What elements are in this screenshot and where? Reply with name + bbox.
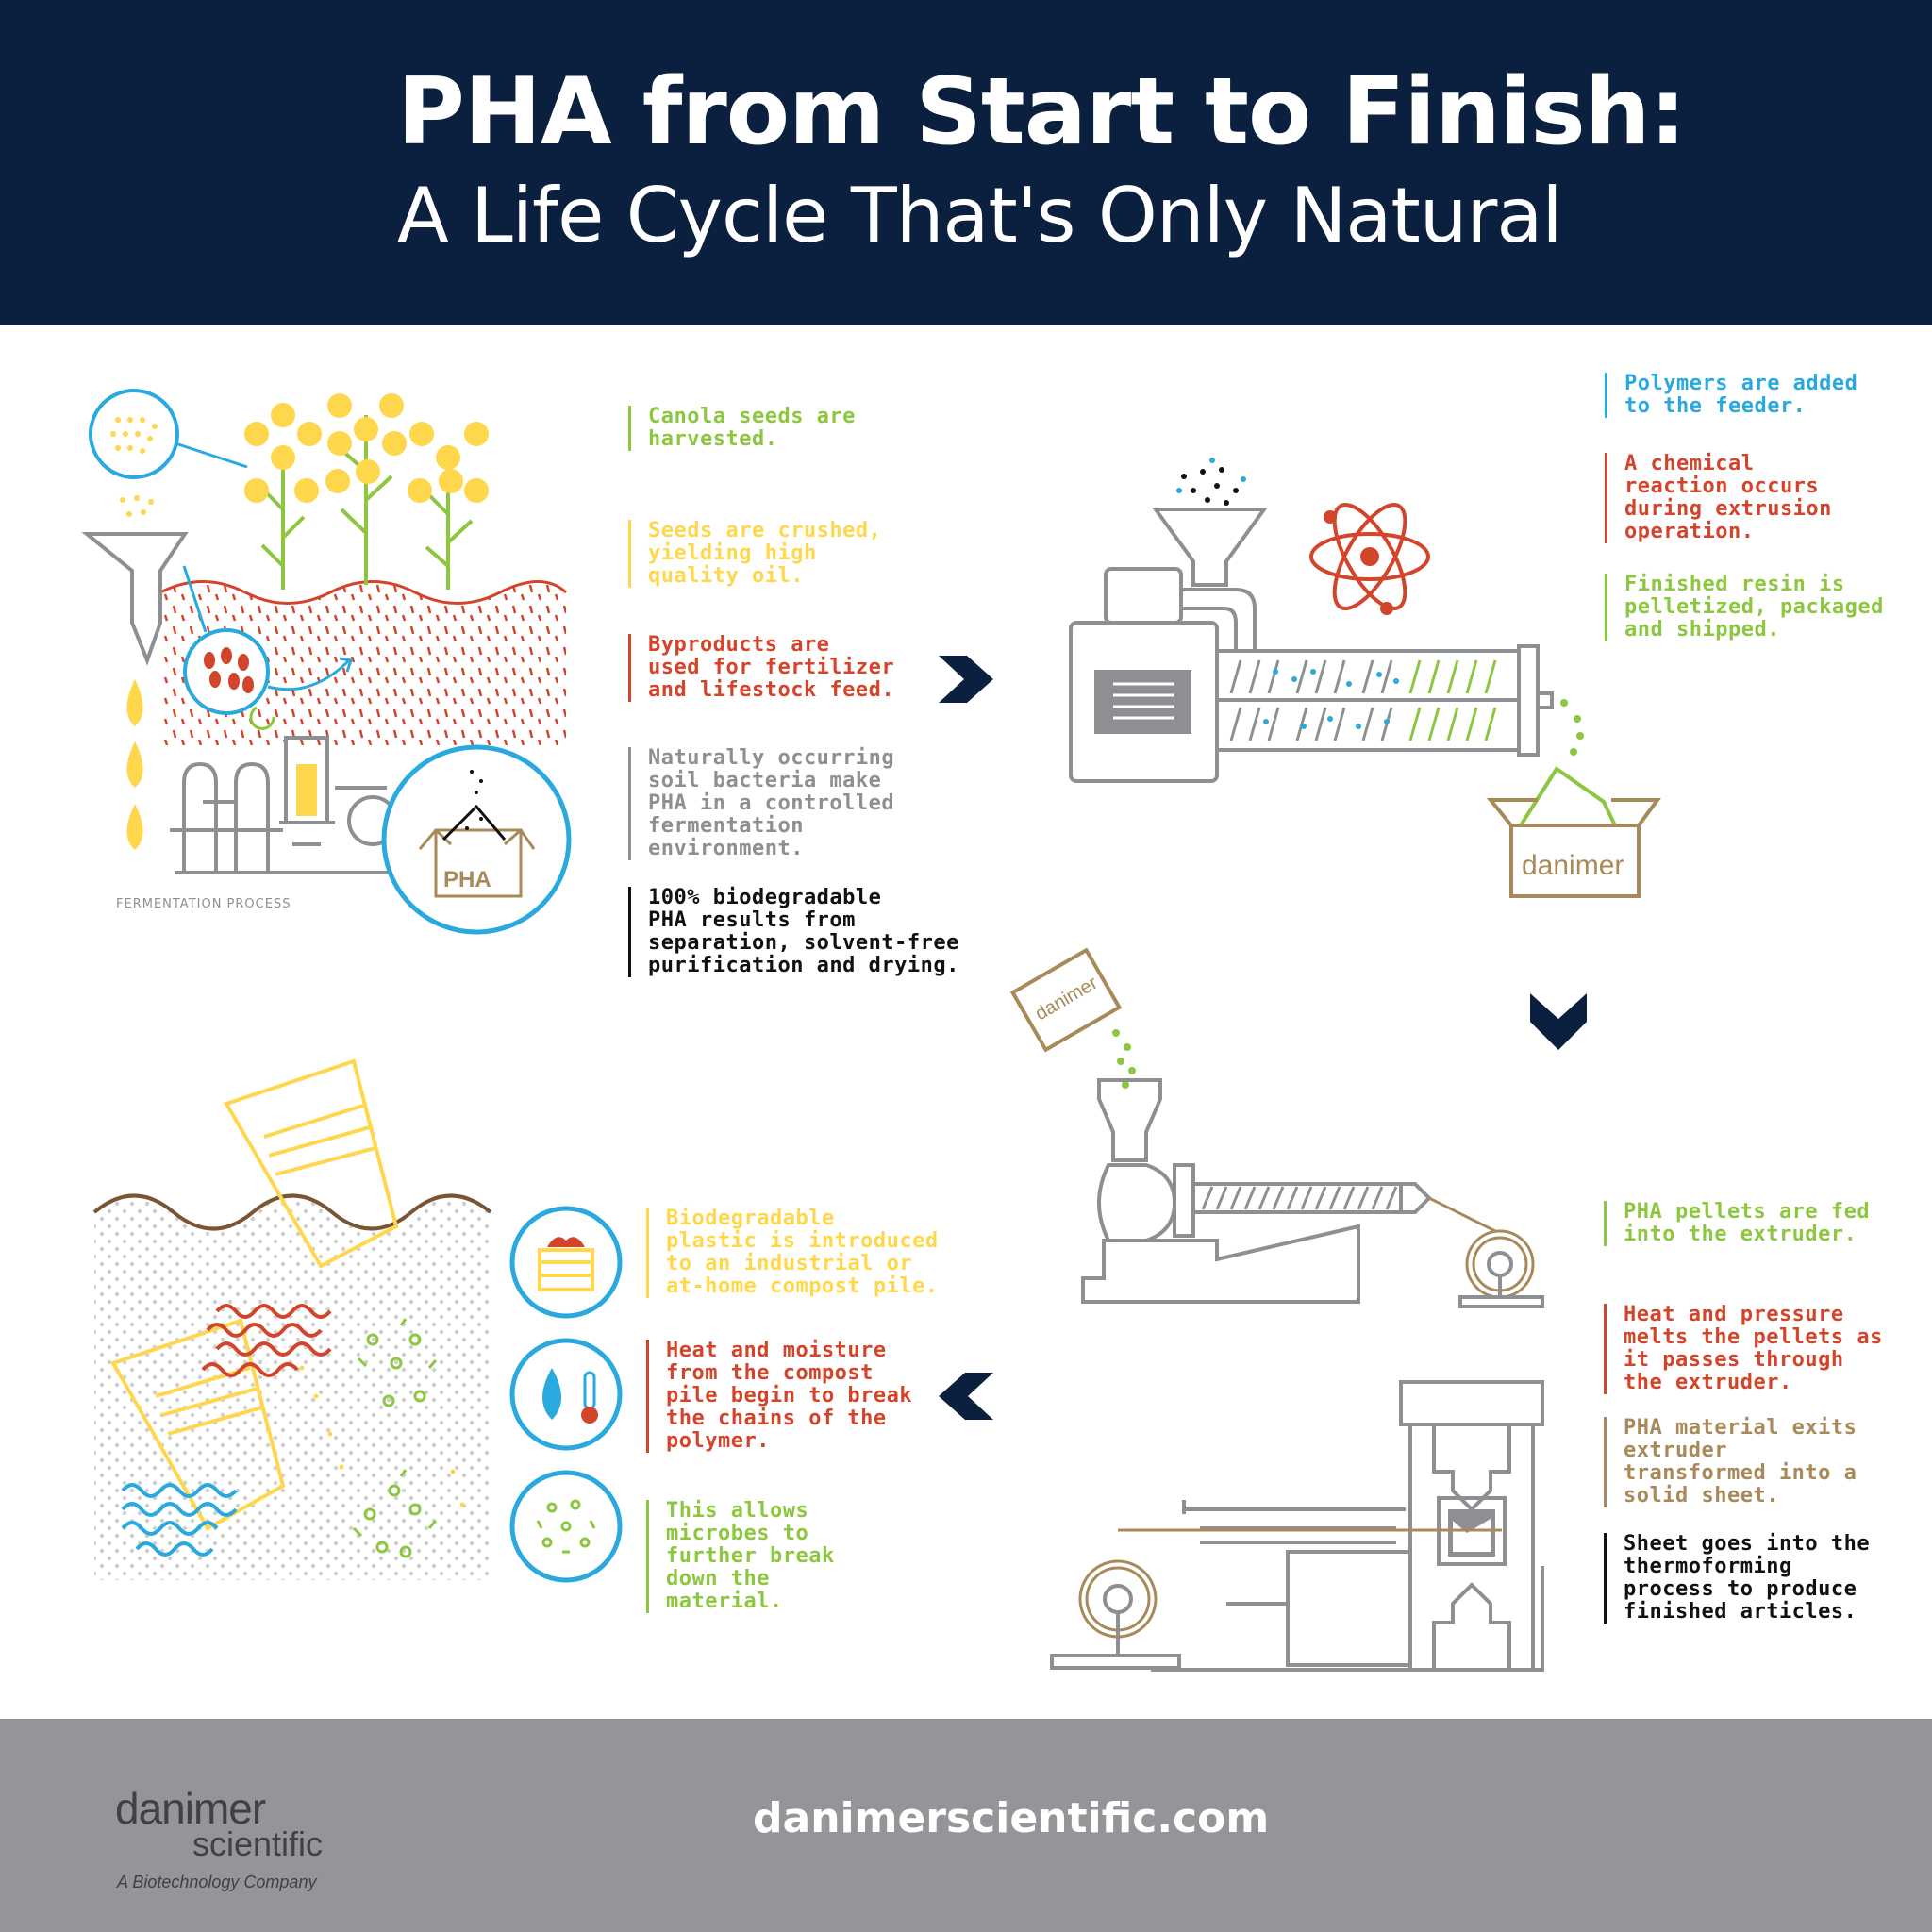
shipping-box-label: danimer <box>1522 850 1624 881</box>
logo-tagline: A Biotechnology Company <box>117 1873 317 1891</box>
sheet-extruder-machine <box>1013 950 1542 1307</box>
pha-box-label: PHA <box>443 867 491 892</box>
note-compost-pile: Biodegradable plastic is introduced to an industrial or at-home compost pile. <box>646 1208 939 1298</box>
arrow-left-icon <box>939 1373 993 1420</box>
note-seeds-crushed: Seeds are crushed, yielding high quality oil. <box>628 520 881 588</box>
extruder-machine <box>1071 458 1657 896</box>
thermoforming-machine <box>1052 1382 1542 1670</box>
page-title: PHA from Start to Finish: <box>397 58 1686 166</box>
note-soil-bacteria: Naturally occurring soil bacteria make PHA in a controlled fermentation environment. <box>628 747 894 860</box>
fermentation-process-label: FERMENTATION PROCESS <box>116 897 291 911</box>
note-polymers-added: Polymers are added to the feeder. <box>1605 373 1857 418</box>
microbes-circle <box>512 1473 620 1580</box>
bag-label: danimer <box>1031 972 1102 1025</box>
logo-name: danimer <box>115 1784 266 1833</box>
pha-box-zoom-circle <box>384 747 569 932</box>
note-heat-moisture: Heat and moisture from the compost pile begin to break the chains of the polymer. <box>646 1340 912 1453</box>
danimer-shipping-box-icon <box>1491 800 1657 896</box>
byproduct-zoom-circle <box>185 630 268 713</box>
note-byproducts: Byproducts are used for fertilizer and lifestock feed. <box>628 634 894 702</box>
note-thermoforming: Sheet goes into the thermoforming process to produce finished articles. <box>1604 1533 1870 1624</box>
heat-moisture-circle <box>512 1341 620 1448</box>
canola-field <box>87 391 569 932</box>
note-biodegradable-pha: 100% biodegradable PHA results from separation, solvent-free purification and drying. <box>628 887 959 977</box>
note-resin-pelletized: Finished resin is pelletized, packaged and shipped. <box>1605 574 1884 641</box>
feeder-hopper-icon <box>1156 509 1264 585</box>
note-heat-pressure: Heat and pressure melts the pellets as it passes through the extruder. <box>1604 1304 1883 1394</box>
note-microbes: This allows microbes to further break down the material. <box>646 1500 835 1613</box>
note-chemical-reaction: A chemical reaction occurs during extrusion operation. <box>1605 453 1832 543</box>
oil-drops-icon <box>127 679 143 850</box>
danimer-bag-icon <box>1013 950 1120 1050</box>
control-panel-icon <box>1094 670 1191 734</box>
note-canola-harvest: Canola seeds are harvested. <box>628 406 856 451</box>
fermentation-equipment-icon <box>170 738 396 873</box>
note-pellets-fed: PHA pellets are fed into the extruder. <box>1604 1201 1870 1246</box>
arrow-down-icon <box>1530 993 1587 1050</box>
note-solid-sheet: PHA material exits extruder transformed into a solid sheet. <box>1604 1417 1857 1507</box>
compost-pile <box>94 1061 620 1580</box>
page-subtitle: A Life Cycle That's Only Natural <box>397 172 1562 259</box>
arrow-right-icon <box>939 656 993 703</box>
logo-subname: scientific <box>192 1824 324 1863</box>
seed-zoom-circle <box>91 391 177 477</box>
footer-bar <box>0 1719 1932 1932</box>
website-link[interactable]: danimerscientific.com <box>753 1794 1270 1842</box>
